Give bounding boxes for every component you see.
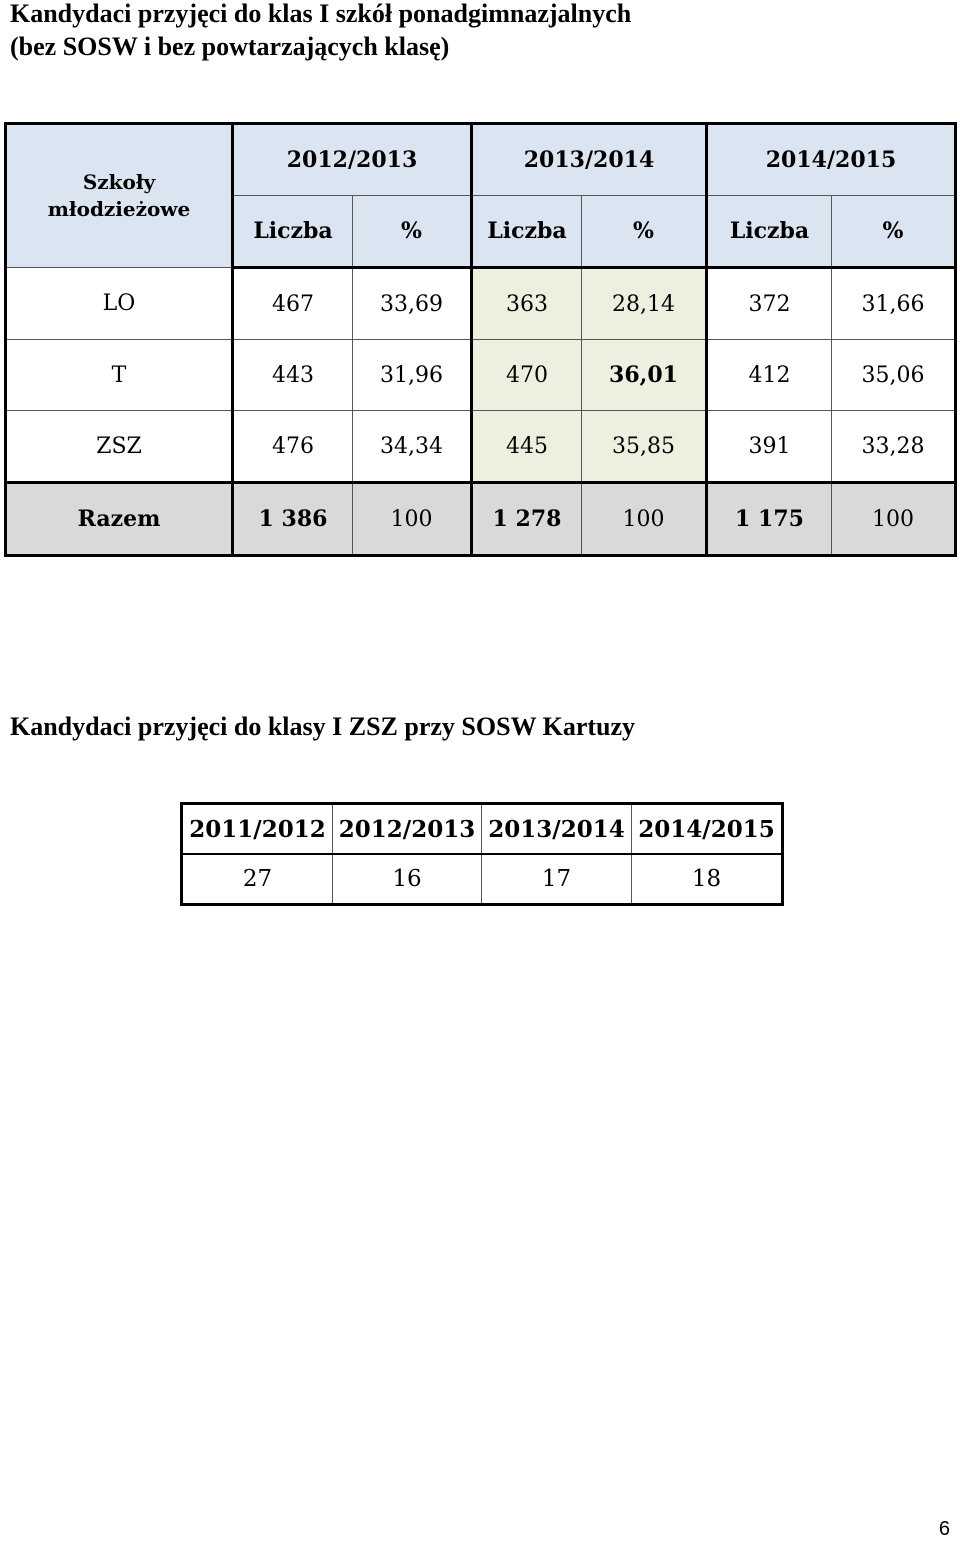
cell-total-percent: 100 (582, 483, 707, 556)
row-label: LO (6, 268, 233, 340)
subheader-count: Liczba (233, 196, 353, 268)
document-title-line2: (bez SOSW i bez powtarzających klasę) (10, 32, 450, 61)
cell-count: 445 (472, 411, 582, 483)
sosw-header-row (182, 804, 783, 855)
cell-percent: 31,96 (353, 340, 472, 411)
cell-percent: 28,14 (582, 268, 707, 340)
cell-percent: 35,85 (582, 411, 707, 483)
sosw-value-cell: 16 (333, 854, 482, 905)
admissions-table (4, 122, 957, 557)
cell-percent: 33,69 (353, 268, 472, 340)
header-year-2014-2015: 2014/2015 (707, 124, 956, 196)
sosw-value-cell: 18 (632, 854, 783, 905)
table-row-zsz (6, 411, 956, 483)
document-title-line1: Kandydaci przyjęci do klas I szkół ponadgimnazjalnych (10, 0, 632, 28)
cell-count: 467 (233, 268, 353, 340)
sosw-header-year: 2011/2012 (182, 804, 333, 855)
cell-percent: 35,06 (832, 340, 956, 411)
subheader-percent: % (832, 196, 956, 268)
cell-total-percent: 100 (832, 483, 956, 556)
sosw-value-cell: 17 (482, 854, 632, 905)
sosw-value-row (182, 854, 783, 905)
row-label-total: Razem (6, 483, 233, 556)
sosw-value-cell: 27 (182, 854, 333, 905)
page-number: 6 (938, 1518, 950, 1540)
cell-percent-highlight: 36,01 (582, 340, 707, 411)
cell-percent: 33,28 (832, 411, 956, 483)
cell-count: 443 (233, 340, 353, 411)
document-title (10, 0, 631, 63)
header-corner-school-type: Szkoły młodzieżowe (6, 124, 233, 268)
cell-count: 412 (707, 340, 832, 411)
row-label: ZSZ (6, 411, 233, 483)
sosw-header-year: 2014/2015 (632, 804, 783, 855)
table-header-row (6, 124, 956, 196)
header-year-2013-2014: 2013/2014 (472, 124, 707, 196)
subheader-count: Liczba (472, 196, 582, 268)
cell-count: 372 (707, 268, 832, 340)
subheader-count: Liczba (707, 196, 832, 268)
cell-count: 363 (472, 268, 582, 340)
cell-count: 470 (472, 340, 582, 411)
cell-total-percent: 100 (353, 483, 472, 556)
cell-total-count: 1 386 (233, 483, 353, 556)
row-label: T (6, 340, 233, 411)
sosw-header-year: 2012/2013 (333, 804, 482, 855)
cell-count: 391 (707, 411, 832, 483)
cell-total-count: 1 278 (472, 483, 582, 556)
cell-count: 476 (233, 411, 353, 483)
header-year-2012-2013: 2012/2013 (233, 124, 472, 196)
subheader-percent: % (353, 196, 472, 268)
table-row-total (6, 483, 956, 556)
subheader-percent: % (582, 196, 707, 268)
sosw-header-year: 2013/2014 (482, 804, 632, 855)
cell-total-count: 1 175 (707, 483, 832, 556)
cell-percent: 34,34 (353, 411, 472, 483)
section-title-sosw: Kandydaci przyjęci do klasy I ZSZ przy SOSW Kartuzy (10, 712, 636, 741)
cell-percent: 31,66 (832, 268, 956, 340)
table-row-lo (6, 268, 956, 340)
table-row-t (6, 340, 956, 411)
sosw-admissions-table (180, 802, 784, 906)
